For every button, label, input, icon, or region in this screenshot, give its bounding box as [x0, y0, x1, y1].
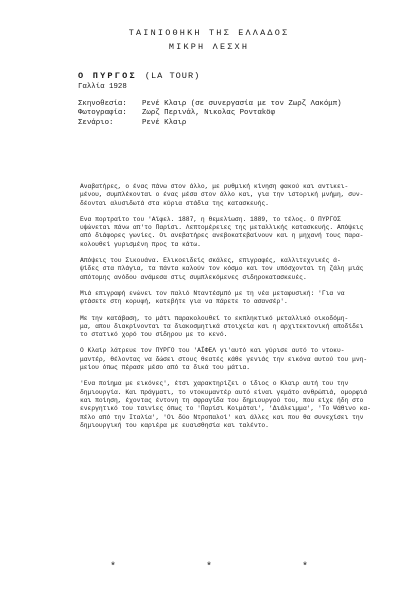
body-paragraph: Αναβατήρες, ο ένας πάνω στον άλλο, με ρυθμική κίνηση φακού και αντικει- μένου, συμπλέκονται ο ένας μέσα στον άλλο και, για την ιστορική μνήμη, συν- δέονται αλυσιδωτά στα κύρια στάδια της κατασκευής.	[80, 183, 364, 207]
credit-label: Σκηνοθεσία:	[78, 99, 127, 108]
closing-stars: * * *	[109, 562, 350, 573]
body-paragraph: 'Ενα ποίημα με εικόνες', έτσι χαρακτηρίζει ο ίδιος ο Κλαιρ αυτή του την δημιουργία. Και πράγματι, το ντοκυμαντέρ αυτό είναι γεμάτο ανθρώπιά, ομορφιά και ποίηση, έχοντας έντονη τη σφραγίδα του δημιουργού του, που είχε ήδη στο ενεργητικό του ταινίες όπως το 'Παρίσι Κοιμάται', 'Διάλειμμα', 'Το Ψάθινο κα- πέλο από την Ιταλία', 'Οι δύο Ντροπαλοί' και άλλες και που θα συνεχίσει την δημιουργική του καριέρα με ευαισθησία και ταλέντο.	[80, 380, 371, 429]
film-title: Ο ΠΥΡΓΟΣ	[78, 71, 137, 81]
body-paragraph: Μιά επιγραφή ενώνει τον παλιό Νταντέσμπό με τη νέα μεταφυσική: 'Για να φτάσετε στη κορυφή, κατεβήτε για να πάρετε το ασανσέρ'.	[80, 289, 345, 306]
credit-row-photography	[78, 109, 342, 119]
section-name: ΜΙΚΡΗ ΛΕΣΧΗ	[168, 42, 250, 52]
credit-row-director	[78, 100, 342, 110]
credit-label: Φωτογραφία:	[78, 109, 127, 118]
document-body	[80, 183, 380, 438]
film-original-title: (LA TOUR)	[144, 71, 201, 81]
credit-value: Ζωρζ Περινάλ, Νικολας Ρονταköφ	[142, 109, 276, 118]
document-header	[0, 26, 418, 54]
credit-row-screenplay	[78, 119, 342, 129]
credit-value: Ρενέ Κλαιρ	[142, 119, 187, 128]
body-paragraph: Απόψεις του Σικουάνα. Ελικοειδείς σκάλες, επιγραφές, καλλιτεχνικές ά- ψίδες στα πλάγια, τα πάντα καλούν τον κόσμο και τον υπόσχονται τη ζάλη μιάς απότομης ανόδου ανάμεσα στις συμπλεκόμενες σιδηροκατασκευές.	[80, 257, 364, 281]
film-title-line	[78, 72, 342, 82]
film-info-block	[78, 72, 342, 129]
credit-value: Ρενέ Κλαιρ (σε συνεργασία με τον Ζωρζ Λακόμπ)	[142, 99, 342, 108]
film-credits	[78, 100, 342, 129]
body-paragraph: Ενα πορτραίτο του 'Αϊφελ. 1887, η θεμελίωση. 1889, το τέλος. Ο ΠΥΡΓΟΣ υψώνεται πάνω απ'το Παρίσι. Λεπτομέρειες της μεταλλικής κατασκευής. Απόψεις από διάφορες γωνίες. Οι ανεβατήρες ανεβοκατεβαίνουν και η μηχανή τους παρα- κολουθεί γυρισμένη προς τα κάτω.	[80, 215, 364, 248]
body-paragraph: Με την κατάβαση, το μάτι παρακολουθεί το εκπληκτικό μεταλλικό οικοδόμη- μα, απου διακρίνονται τα διακοσμητικά στοιχεία και η αρχιτεκτονική αποδίδει το στατικό χορό του σίδηρου με το κενό.	[80, 314, 364, 339]
body-paragraph: Ο Κλαίρ λάτρευε τον ΠΥΡΓΟ του 'ΑΪΦΕΛ γι'αυτό και γύρισε αυτό το ντοκυ- μαντέρ, θέλοντας να δώσει στους θεατές κάθε γενιάς την εικόνα αυτού του μνη- μείου όπως πέρασε μέσο από τα δικά του μάτια.	[80, 347, 368, 372]
institution-name: ΤΑΙΝΙΟΘΗΚΗ ΤΗΣ ΕΛΛΑΔΟΣ	[128, 28, 290, 38]
credit-label: Σενάριο:	[78, 119, 114, 128]
film-country-year: Γαλλία 1928	[78, 82, 127, 91]
